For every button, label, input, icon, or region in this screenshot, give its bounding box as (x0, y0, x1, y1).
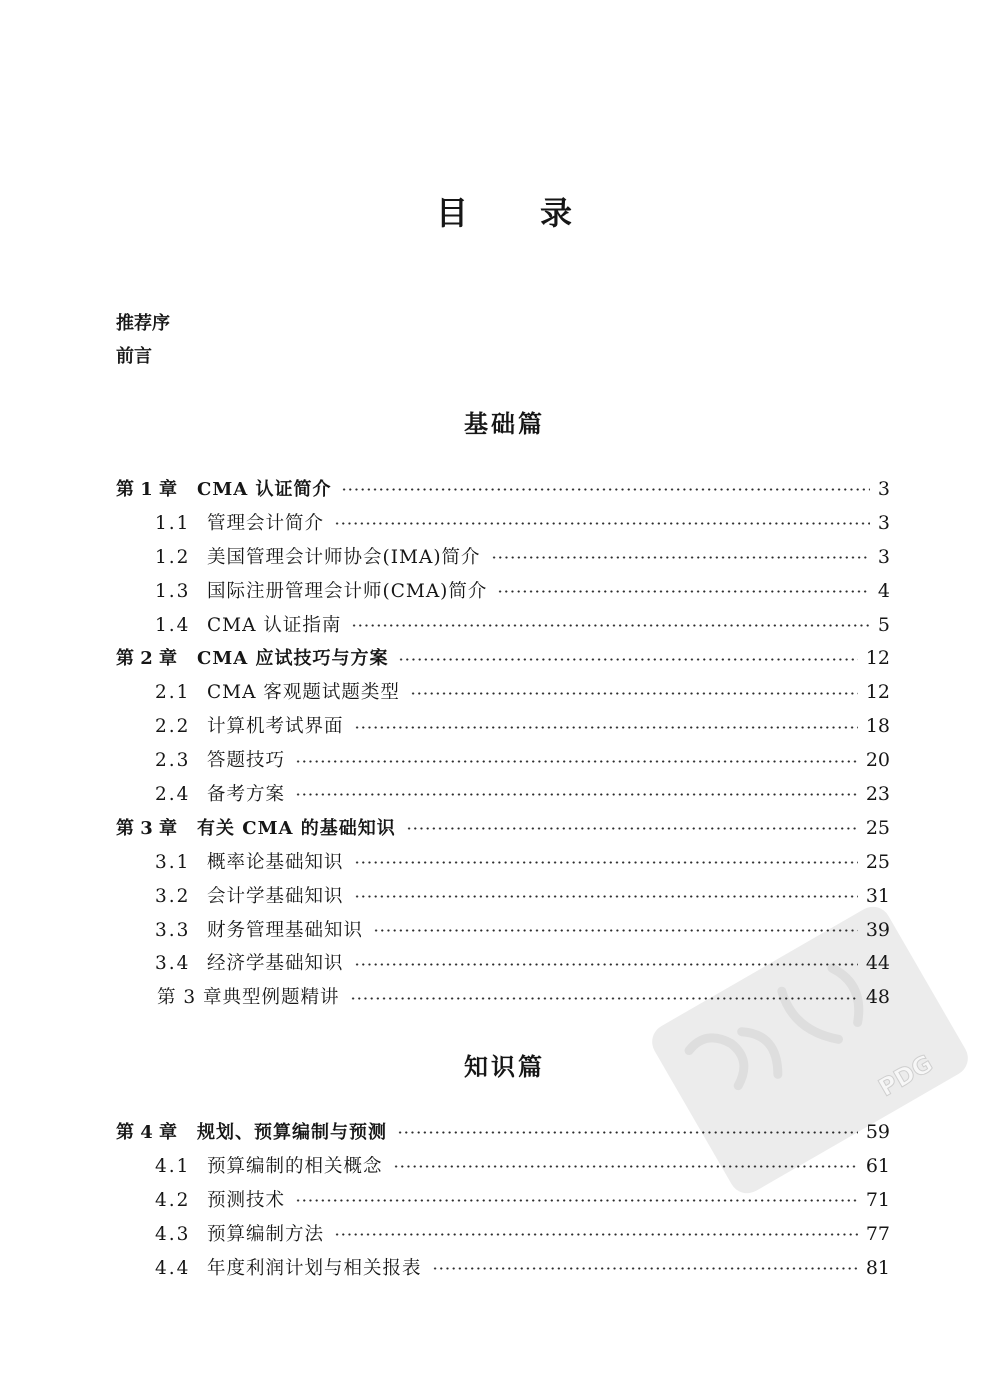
section-title: CMA 客观题试题类型 (207, 682, 400, 704)
dot-leader (393, 1165, 858, 1168)
toc-part-basics (116, 473, 890, 1015)
section-title: 计算机考试界面 (207, 716, 344, 738)
section-number: 3.3 (155, 919, 191, 941)
toc-section-row (116, 778, 890, 812)
section-title: 第 3 章典型例题精讲 (157, 987, 340, 1009)
section-number: 1.4 (155, 614, 191, 636)
page-number: 4 (877, 579, 890, 602)
front-matter-preface: 前言 (116, 346, 152, 367)
section-number: 2.2 (155, 716, 191, 738)
toc-section-row (116, 1218, 890, 1252)
section-number: 4.3 (155, 1223, 191, 1245)
dot-leader (410, 692, 858, 695)
section-title: 预算编制的相关概念 (207, 1155, 383, 1177)
toc-section-row (116, 1184, 890, 1218)
toc-worked-examples-row (116, 981, 890, 1015)
page-title: 目录 (436, 194, 645, 232)
dot-leader (398, 658, 857, 661)
dot-leader (373, 929, 858, 932)
page-number: 61 (865, 1154, 890, 1177)
page-number: 59 (865, 1121, 890, 1143)
section-number: 3.1 (155, 851, 191, 873)
section-number: 1.1 (155, 512, 191, 534)
chapter-title: 规划、预算编制与预测 (197, 1122, 387, 1143)
section-number: 2.1 (155, 682, 191, 704)
chapter-title: CMA 认证简介 (197, 479, 332, 500)
section-number: 4.1 (155, 1155, 191, 1177)
toc-section-row (116, 575, 890, 609)
dot-leader (497, 590, 870, 593)
page-number: 44 (865, 952, 890, 975)
section-number: 2.4 (155, 784, 191, 806)
toc-section-row (116, 676, 890, 710)
toc-section-row (116, 947, 890, 981)
toc-part-knowledge (116, 1116, 890, 1285)
toc-section-row (116, 609, 890, 643)
dot-leader (354, 726, 858, 729)
toc-section-row (116, 914, 890, 948)
section-title: 答题技巧 (207, 750, 286, 772)
section-number: 2.3 (155, 750, 191, 772)
section-title: 会计学基础知识 (207, 885, 344, 907)
page-number: 3 (877, 478, 890, 500)
section-title: 美国管理会计师协会(IMA)简介 (207, 546, 481, 568)
page-number: 48 (865, 986, 890, 1009)
section-title: 财务管理基础知识 (207, 919, 364, 941)
page-number: 77 (865, 1222, 890, 1245)
page-number: 25 (865, 850, 890, 873)
dot-leader (354, 861, 858, 864)
section-number: 3.2 (155, 885, 191, 907)
part-heading-knowledge: 知识篇 (464, 1052, 545, 1081)
page-number: 23 (865, 783, 890, 806)
page-number: 12 (865, 647, 890, 670)
dot-leader (334, 1233, 858, 1236)
chapter-number: 第 4 章 (116, 1122, 178, 1143)
toc-section-row (116, 710, 890, 744)
chapter-number: 第 3 章 (116, 817, 178, 839)
page-number: 18 (865, 715, 890, 738)
dot-leader (334, 522, 870, 525)
section-title: 备考方案 (207, 784, 286, 806)
dot-leader (351, 624, 870, 627)
dot-leader (354, 895, 858, 898)
section-number: 4.2 (155, 1189, 191, 1211)
section-title: 经济学基础知识 (207, 953, 344, 975)
toc-section-row (116, 1252, 890, 1286)
toc-chapter-row (116, 1116, 890, 1150)
section-title: 年度利润计划与相关报表 (207, 1257, 422, 1279)
toc-section-row (116, 846, 890, 880)
toc-chapter-row (116, 812, 890, 846)
section-number: 1.2 (155, 546, 191, 568)
chapter-number: 第 1 章 (116, 479, 178, 500)
page-number: 3 (877, 545, 890, 568)
dot-leader (341, 488, 869, 491)
page-number: 12 (865, 681, 890, 704)
part-heading-basics: 基础篇 (464, 409, 545, 438)
section-number: 4.4 (155, 1257, 191, 1279)
section-title: 预测技术 (207, 1189, 286, 1211)
section-title: 管理会计简介 (207, 512, 325, 534)
dot-leader (397, 1131, 858, 1134)
toc-chapter-row (116, 642, 890, 676)
watermark-text: PDG (873, 1049, 938, 1103)
section-title: CMA 认证指南 (207, 614, 342, 636)
chapter-title: CMA 应试技巧与方案 (197, 648, 389, 670)
section-title: 概率论基础知识 (207, 851, 344, 873)
page-number: 31 (865, 884, 890, 907)
front-matter-recommend-preface: 推荐序 (116, 313, 170, 334)
page-number: 39 (865, 918, 890, 941)
page-number: 25 (865, 816, 890, 839)
page-number: 71 (865, 1188, 890, 1211)
section-title: 国际注册管理会计师(CMA)简介 (207, 580, 488, 602)
section-number: 3.4 (155, 953, 191, 975)
page-number: 5 (877, 613, 890, 636)
toc-section-row (116, 880, 890, 914)
dot-leader (295, 793, 858, 796)
dot-leader (354, 963, 858, 966)
section-number: 1.3 (155, 580, 191, 602)
toc-section-row (116, 744, 890, 778)
page-number: 3 (877, 511, 890, 534)
dot-leader (350, 997, 858, 1000)
dot-leader (295, 760, 858, 763)
toc-section-row (116, 507, 890, 541)
dot-leader (432, 1267, 858, 1270)
dot-leader (295, 1199, 858, 1202)
toc-section-row (116, 1150, 890, 1184)
section-title: 预算编制方法 (207, 1223, 325, 1245)
page-number: 81 (865, 1256, 890, 1279)
toc-chapter-row (116, 473, 890, 507)
dot-leader (406, 827, 858, 830)
dot-leader (491, 556, 870, 559)
chapter-number: 第 2 章 (116, 648, 178, 670)
chapter-title: 有关 CMA 的基础知识 (197, 817, 396, 839)
page-number: 20 (865, 749, 890, 772)
toc-section-row (116, 541, 890, 575)
